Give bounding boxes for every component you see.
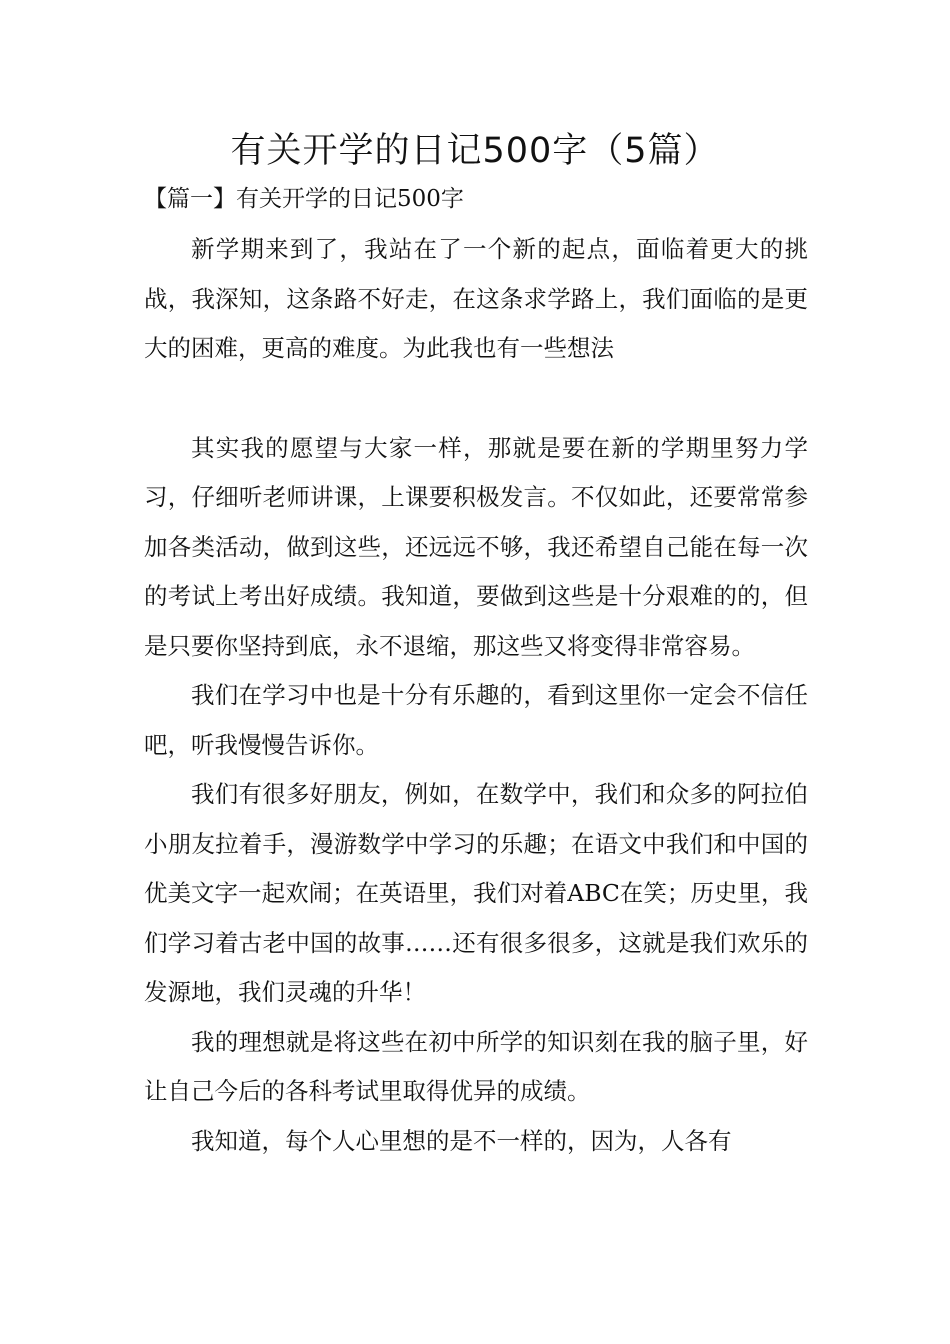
section-heading: 【篇一】有关开学的日记500字 (144, 186, 464, 212)
paragraph: 其实我的愿望与大家一样，那就是要在新的学期里努力学习，仔细听老师讲课，上课要积极发言。不仅如此，还要常常参加各类活动，做到这些，还远远不够，我还希望自己能在每一次的考试上考出好成绩。我知道，要做到这些是十分艰难的的，但是只要你坚持到底，永不退缩，那这些又将变得非常容易。 (144, 433, 808, 660)
paragraph: 我的理想就是将这些在初中所学的知识刻在我的脑子里，好让自己今后的各科考试里取得优异的成绩。 (144, 1027, 808, 1105)
paragraph: 我们有很多好朋友，例如，在数学中，我们和众多的阿拉伯小朋友拉着手，漫游数学中学习的乐趣；在语文中我们和中国的优美文字一起欢闹；在英语里，我们对着ABC在笑；历史里，我们学习着古老中国的故事……还有很多很多，这就是我们欢乐的发源地，我们灵魂的升华！ (144, 780, 808, 1006)
paragraph: 我们在学习中也是十分有乐趣的，看到这里你一定会不信任吧，听我慢慢告诉你。 (144, 681, 808, 759)
document-title: 有关开学的日记500字（5篇） (230, 131, 720, 171)
paragraph: 新学期来到了，我站在了一个新的起点，面临着更大的挑战，我深知，这条路不好走，在这条求学路上，我们面临的是更大的困难，更高的难度。为此我也有一些想法 (144, 235, 808, 362)
paragraph: 我知道，每个人心里想的是不一样的，因为，人各有 (191, 1126, 732, 1155)
document-body (144, 225, 808, 1166)
